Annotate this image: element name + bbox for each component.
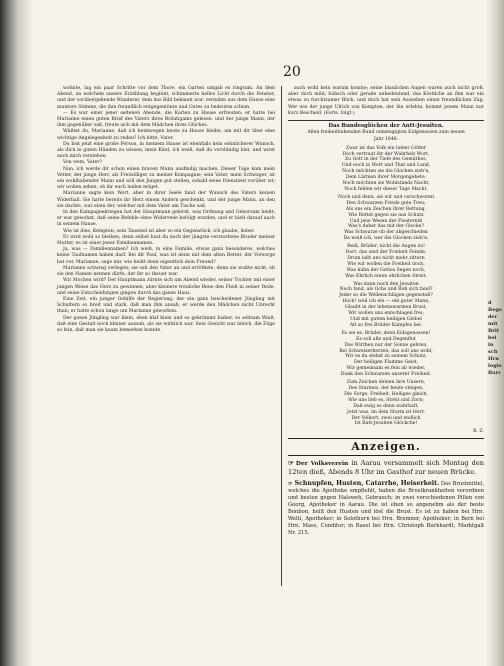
poem-line: Es sei es, Brüder, denn Eidsgenossen!: [341, 330, 431, 336]
poem-signature: B. Z.: [473, 429, 484, 435]
advertisements-list: [288, 459, 484, 537]
fragment-word: Begs: [488, 307, 502, 313]
story-paragraph: — Es war einer jener seltenen Abende, die Karlen zu Hause erfreuten; er hatte bei Marianne einen guten Brief des Vaters ihres Bräutigams gelesen, und der junge Mann, der ihm gegenüber saß, freute sich mit dem Mädchen ihres Glückes.: [57, 110, 275, 129]
poem-line: Reiß, Brüder, nicht die Augen zu!: [347, 244, 425, 250]
poem-line: Dem Lärmen ihrer Morgengebete,: [345, 175, 427, 181]
page-number: 20: [283, 64, 301, 80]
poem-line: Jeder so die Wellenschlägen gegenstoß?: [339, 293, 433, 299]
poem-line: Zu Gott in der Tiefe des Gemüthes,: [344, 157, 428, 163]
story-paragraph: Marianne sagte kein Wort, aber in ihrer Seele fand der Wunsch des Vaters keinen Widerhall. Sie hatte bereits ihr Herz einem Andern geschenkt, und der junge Mann, an den sie dachte, war eben der, welcher mit dem Vater am Tische saß.: [57, 191, 275, 209]
poem-line: Doch vertraut ihr der Wahrheit Wort,: [342, 151, 430, 157]
poem-line: Als uns ein Zeichen ihrer Rettung,: [345, 206, 427, 212]
poem-line: Den Schwarzen Friede gute Treu;: [346, 200, 426, 206]
poem-line: Was kühn der Gottes Segen noch,: [346, 267, 426, 273]
story-paragraph: Du bist jetzt eine große Person, in meinem Hause ist ebenfalls kein sehnlicherer Wunsch, als dich in guten Händen zu wissen, mein Kind, ich weiß, daß du verständig bist, und wirst auch mich verstehen.: [57, 141, 275, 160]
poem-line: Was kann noch den Jesuiten: [353, 281, 419, 287]
story-paragraph: Ja, was — Familiennamen? Ich weiß, in eine Familie, etwas ganz besonderes, welches keine Taufnamen haben darf. Bei dir Paul, was ist denn mit dem alten Better, der Vorsorge bat vor, Marianne, sage mir, wie heißt denn eigentlich dein Freund?: [57, 247, 275, 265]
story-paragraph: Wüßtet du, Marianne, daß ich heimwegen heute zu Hause bleibe, um mit dir über eine wichtige Angelegenheit zu reden? Ich bitte, Vater.: [57, 129, 275, 141]
column-rule: [281, 86, 282, 586]
poem-line: Noch möchten sie die Glocken zieh'n,: [342, 169, 430, 175]
story-paragraph: Eine Zeit, ein junger Gehilfe der Regierung, der ein ganz bescheidener Jüngling mit Schultern so breit und stark, daß man ihm ansah, er werde den Mädchen nicht Unrecht thun; er hatte schon lange um Marianne geworben.: [57, 296, 275, 315]
poem-line: Noch fand, als Ochs und Roß sich fand?: [339, 287, 433, 293]
advertisements-heading: Anzeigen.: [288, 438, 484, 456]
poem-line: Wie Rettet gegen sie aus Schutz: [348, 212, 424, 218]
story-paragraph: In den Kampagnekriegen hat der Hauptmann gelernt, was Ordnung und Gehorsam heißt; er war gewohnt, daß seine Befehle ohne Widerrede befolgt wurden, und er hielt darauf auch in seinem Hause.: [57, 210, 275, 228]
advertisement: [288, 459, 484, 477]
pointing-hand-icon: ☞: [288, 480, 293, 487]
fragment-word: in: [488, 342, 494, 348]
poem-line: Zum Zeichen deinen ihre Unsern,: [346, 380, 426, 386]
fragment-word: d: [488, 300, 492, 306]
poem-line: Wie wir wollen die Freiheit doch,: [347, 261, 425, 267]
advertisement-text: in Aarau versammelt sich Montag den 12ten dieß, Abends 8 Uhr im Gasthof zur neuen Brücke.: [288, 458, 484, 477]
poem-stanza: [288, 195, 484, 242]
story-paragraph: Nun, ich werde dir schon einen braven Mann ausfindig machen. Dieser Tage kam mein Vetter, der junge Herr, als Freiwilliger zu meiner Kompagnie; sein Vater, mein Schwager, ist ein wohlhabender Mann und will den Jungen gut stellen, sobald seine Dienstzeit vorüber ist; wir wollen sehen, ob ihr euch leiden möget.: [57, 166, 275, 191]
poem-line: Noch möchten sie Wohlstands Nacht,: [342, 181, 430, 187]
poem-line: Die Sorge, Freiheit, Heiliges gleich,: [344, 391, 428, 397]
poem-line: Daß ewig es denn wahrhaft,: [353, 403, 419, 409]
poem-stanza: [288, 146, 484, 193]
story-paragraph: Wie ist dies, Kempten; sein Tausend ist aber so ein Gegenstück, ich glaube, lieber.: [63, 228, 255, 234]
fragment-word: Barc: [488, 370, 502, 376]
story-paragraph: Der ganze Jüngling war klein, eben klaf klein und so gekrümmt bisher, so seltsam Weiß, daß eine Gestalt noch kleiner aussah, als sie wirklich war. Sein Gesicht war bleich, die Züge so fein, daß man sie kaum bemerken konnte.: [57, 315, 275, 333]
right-column: [288, 86, 484, 540]
poem-line: Wir wollen uns entschlagen frei;: [348, 311, 424, 317]
advertisement-lead: Schnupfen, Husten, Catarrhe, Heiserkeit.: [294, 479, 440, 487]
story-column: [57, 86, 275, 334]
poem-line: Bei Schweizerherzen, das soll uns wohl,: [339, 348, 433, 354]
poem-stanza: [288, 380, 484, 427]
poem-line: Ist Ratt-Jesuiten Glöckche!: [354, 421, 418, 427]
poem-line: Zwar ist das Volk ein lieber Götter: [345, 145, 427, 151]
poem-line: Was Schwarze ob der abgeschieden: [344, 230, 428, 236]
poem-line: Hoch! weil ich ein — ein guter Mann,: [342, 299, 430, 305]
fragment-word: mit: [488, 321, 498, 327]
story-paragraph: Wir Mochen wird? Der Hauptmann zürnte sich um Abend wieder, seiner Tochter mit einer jungen Weise das Herz zu gewinnen, aber kleinere treuliche Reue den Fleiß in seiner Rede, und seine Entscheidungen gingen durch das ganze Haus.: [57, 278, 275, 296]
poem-stanza: [288, 282, 484, 329]
poem-line: Und jene Wesen der Finsterniß: [349, 218, 423, 224]
fragment-word: Brit: [488, 328, 500, 334]
poem-line: Glaubt in der lebenswarmen Brust,: [344, 305, 427, 311]
poem-line: Alt so frei Brüder Kampfes bei.: [349, 322, 423, 328]
poem-subheading: Allen freiheitliebenden Bund unmengigten Eidgenossen zum neuen: [307, 130, 465, 136]
advertisement-text: Das Brustmittel, welches die Apotheke empfiehlt, haben die Brustkrankheiten verordnen und besten gegen Halsweh, Gebrauch; in zwei verschiedenen Pillen von Georg, Apotheker in Aarau. Die ist eben so angenehm als der beste Bonbon, heilt den Husten und löst die Brust. Es ist zu haben bei Hrn. Welti, Apotheker; in Solothurn bei Hrn. Bremner, Apotheker; in Bern bei Hrn. Mass, Conditor; in Basel bei Hrn. Christoph Burkhardt, Marktgaß Nr. 215.: [288, 480, 485, 536]
poem-line: Drum laßt uns nicht mehr zittern: [347, 255, 425, 261]
fragment-word: bei: [488, 335, 497, 341]
poem-line: Des Sturmes, der heute steigen,: [348, 385, 424, 391]
story-paragraph: Von wem, Vater?: [63, 160, 102, 166]
poem-line: Der heiligen Flamme Geist,: [353, 360, 419, 366]
poem-line: Dort, das sind der Freiheit Feinde,: [345, 250, 427, 256]
poem-line: Dank den Schwarzen unserer Freiheit.: [340, 372, 432, 378]
pointing-hand-icon: ☞: [288, 458, 294, 467]
poem-line: Wie uns lieb es, Streit und Zorn;: [348, 397, 424, 403]
story-paragraph: Er wird wohl so bleiben, denn selbst hast du noch der jüngste verstorbene Bruder meiner Mutter, es ist einer jener Familiennamen.: [57, 234, 275, 247]
fragment-word: logis: [488, 363, 502, 369]
story-continuation: auch wohl kein warum konnte; seine blaulichen Augen waren auch nicht groß, aber doch mild; hübsch oder gerade unbedeutend, das Köstliche an ihm war ein etwas zu furchtsamer Blick, und doch hat sein Aussehen einen freundlichen Zug. Wer wie der junge Ulrich von Kempten, der ihn erlebte, kommt jenem Mann nur kurz Bescheid. (Forts. folgt.): [288, 86, 484, 116]
poem-line: Wir es du stehst zu seinem Schutz,: [345, 354, 427, 360]
poem-stanza: [288, 331, 484, 378]
poem-line: Noch und denn, sie wir und verschworen: [338, 194, 434, 200]
poem-line: Wir gemeinsam es fein ab wieder,: [346, 366, 426, 372]
poem-line: Was's daher das mit der Glocke?: [348, 224, 424, 230]
poem-line: Der Volkort, zwei und endlich: [351, 415, 421, 421]
poem-line: Noch fehlen wir dieser Tage Macht.: [344, 186, 428, 192]
binding-shadow: [0, 0, 34, 666]
fragment-word: der: [488, 314, 498, 320]
fragment-word: Hrn: [488, 356, 499, 362]
advertisement: [288, 480, 484, 537]
poem-line: Es soll alle und Degenflut: [356, 336, 416, 342]
poem-year: Jahr 1846.: [373, 137, 399, 143]
advertisement-lead: Der Volksverein: [295, 460, 349, 467]
poem-body: [288, 146, 484, 428]
poem-stanza: [288, 244, 484, 279]
poem-line: Das Wirthen nur der Sonne gehren,: [344, 342, 428, 348]
poem-line: Und noch in Wort und That und Land,: [341, 163, 431, 169]
poem-line: Und mit gutem heiligen Giebel: [350, 317, 422, 322]
fragment-word: sch: [488, 349, 498, 355]
poem-line: Was Ehrlich einen ehrlichen Streit.: [345, 273, 427, 279]
poem-line: Jetzt was, im dem Sturm ist Herr,: [346, 409, 425, 415]
story-paragraph: Marianne schwieg verlegen; sie sah den Vater an und erröthete, denn sie wußte nicht, ob sie den Namen nennen dürfe, der ihr so theuer war.: [57, 265, 275, 278]
adjacent-page-fragment: [488, 300, 502, 377]
poem-heading: Das Bundesglöcken der Antt-Jesuiten.: [288, 120, 484, 129]
poem-line: Da weiß ich, wer die Glocken zieh'n.: [343, 236, 429, 242]
story-paragraph: wohnte, lag ein paar Schritte vor dem Thore, ein Garten umgab es ringsum. An dem Abend, an welchem unsere Erzählung beginnt, schimmerte helles Licht durch die Fenster, und der vorübergehende Wanderer, dem das Bild bekannt war, vernahm aus dem Hause eine muntere Stimme, die ihm freundlich entgegentönte und Gutes zu bedeuten schien.: [57, 86, 275, 110]
